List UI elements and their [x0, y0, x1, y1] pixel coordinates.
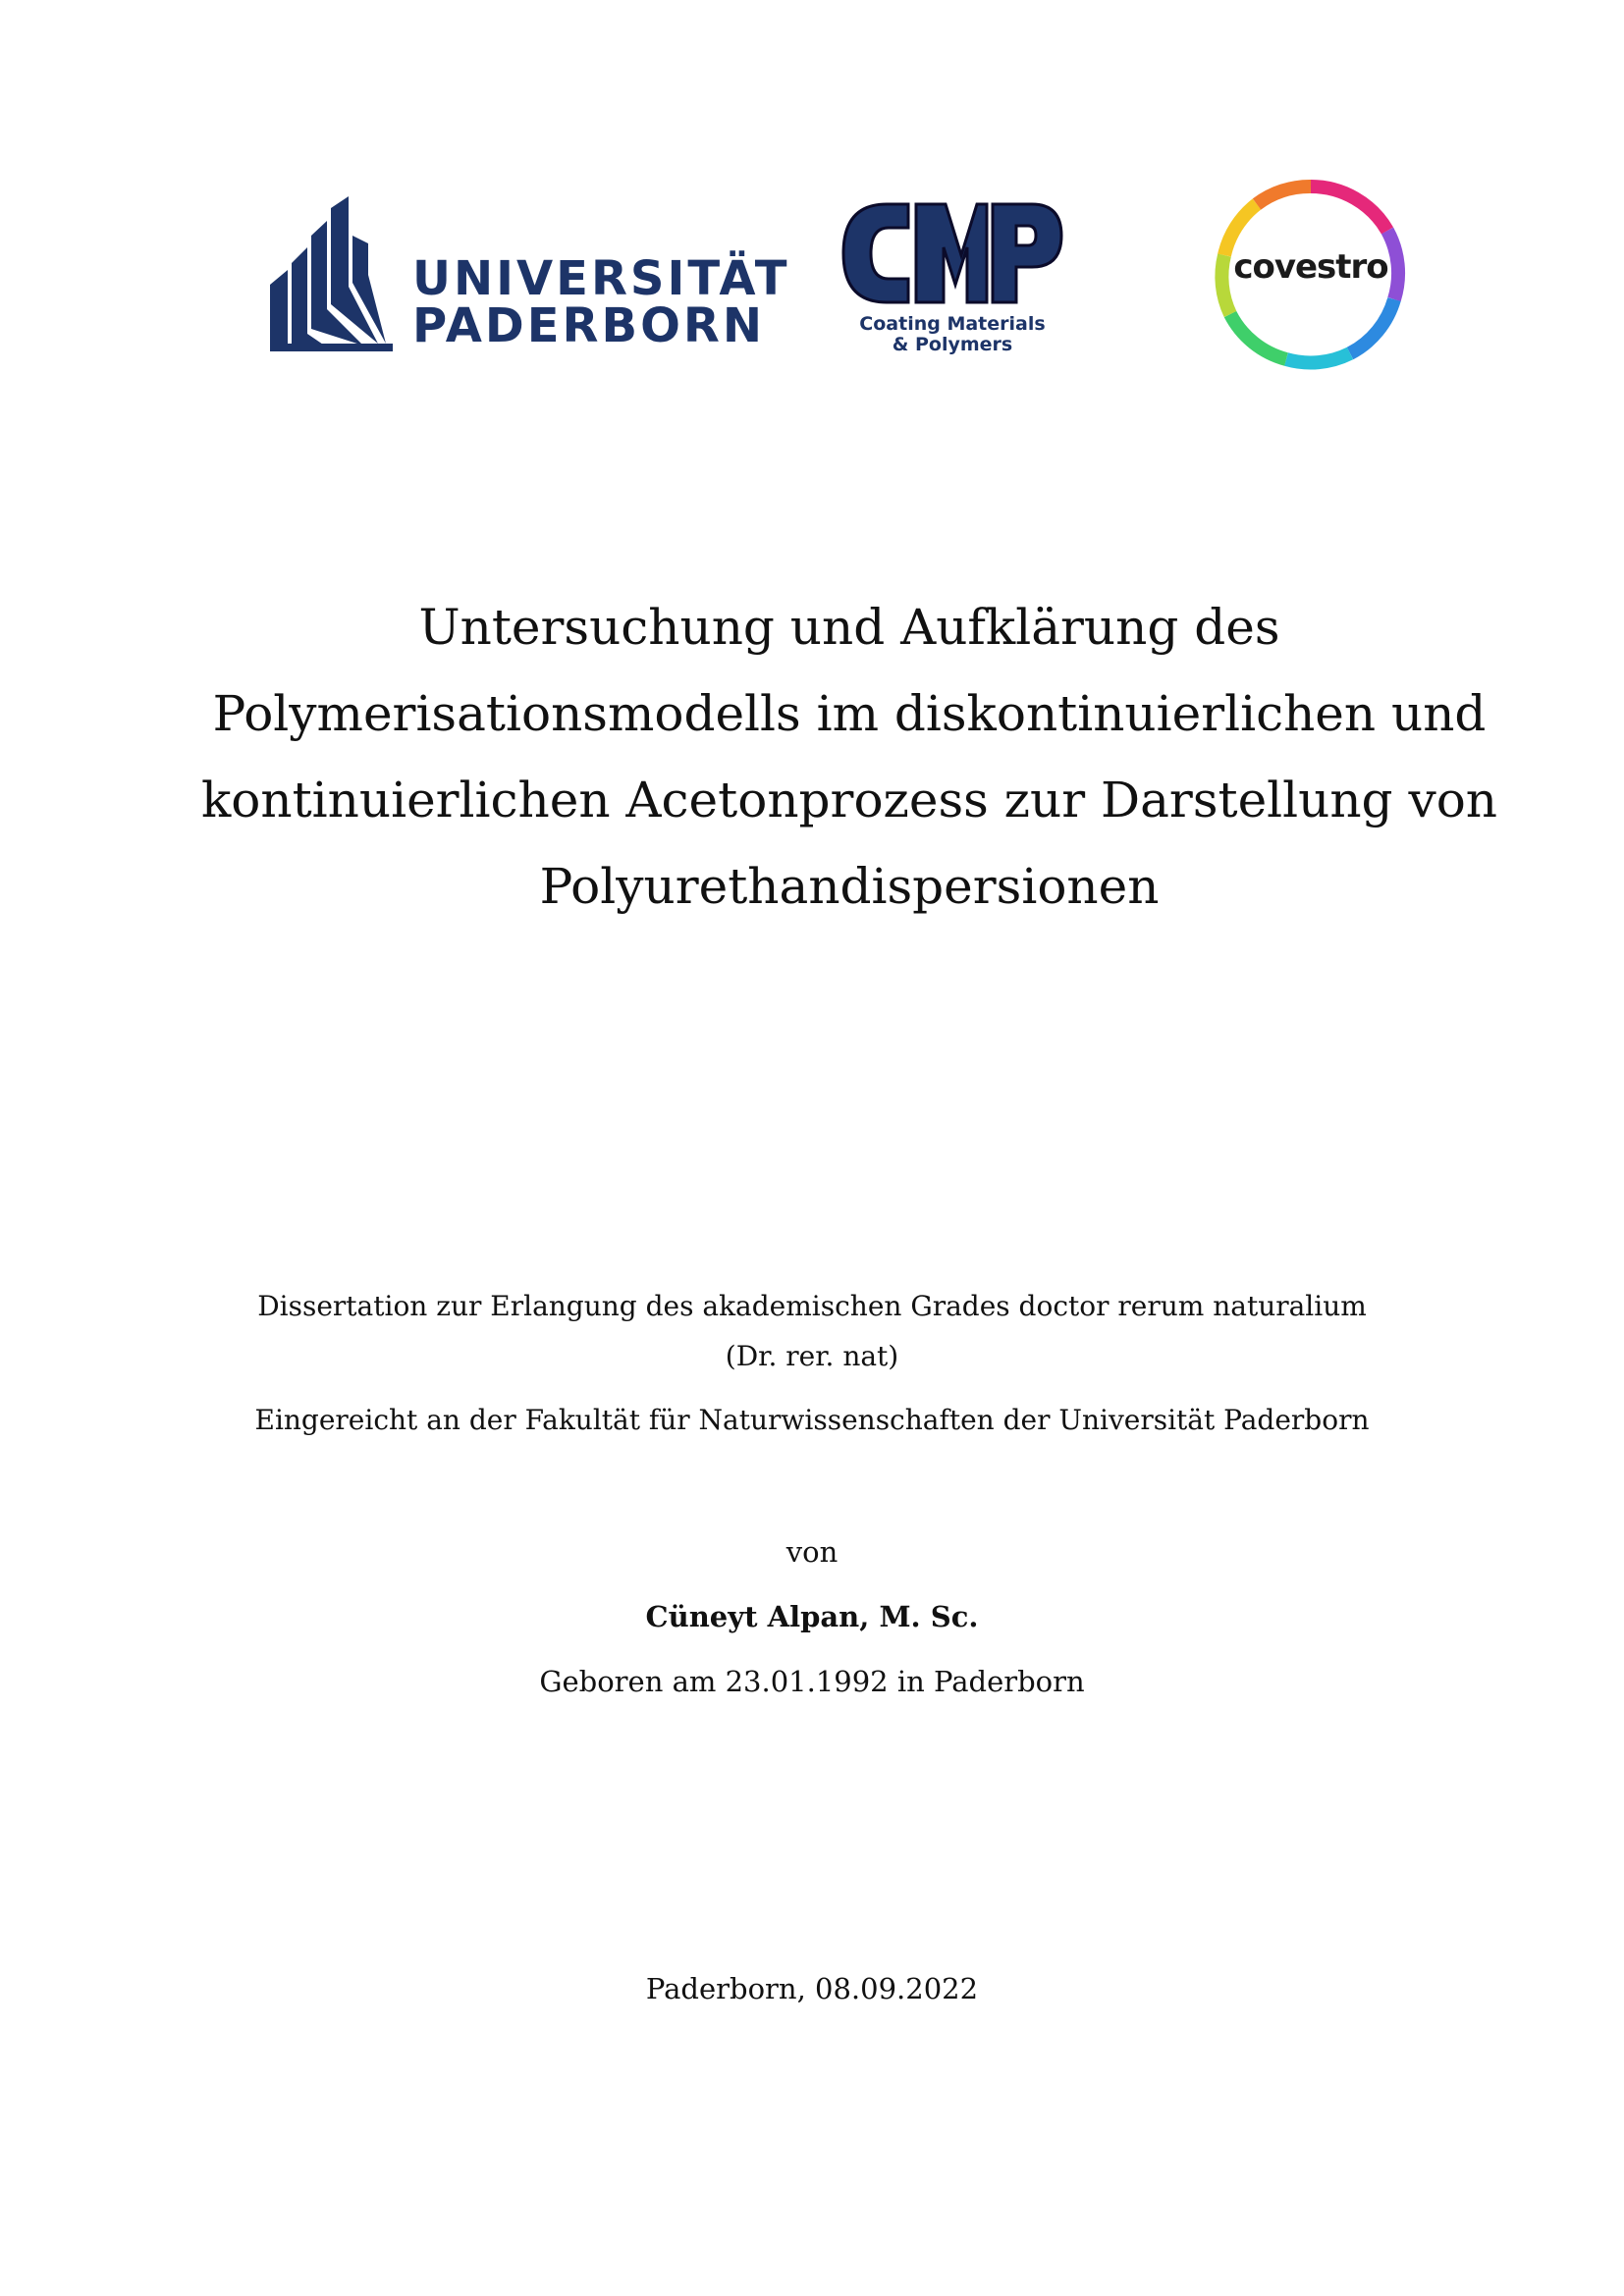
dissertation-statement: Dissertation zur Erlangung des akademischen Grades doctor rerum naturalium	[257, 1290, 1367, 1322]
title-line: Polymerisationsmodells im diskontinuierlichen und	[212, 685, 1487, 742]
cmp-logo	[839, 196, 1065, 363]
thesis-title	[196, 584, 1502, 930]
title-line: Polyurethandispersionen	[539, 858, 1160, 915]
cmp-mark-icon	[839, 196, 1065, 314]
degree-abbreviation: (Dr. rer. nat)	[725, 1340, 899, 1372]
paderborn-logo-line1: UNIVERSITÄT	[412, 251, 790, 306]
universitaet-paderborn-logo	[270, 196, 790, 353]
place-date: Paderborn, 08.09.2022	[645, 1972, 979, 2005]
covestro-logo	[1213, 177, 1409, 373]
von-label: von	[785, 1535, 839, 1569]
title-line: Untersuchung und Aufklärung des	[418, 599, 1280, 656]
birth-info: Geboren am 23.01.1992 in Paderborn	[539, 1665, 1085, 1698]
cmp-logo-subtitle-1: Coating Materials	[859, 313, 1046, 335]
paderborn-emblem-icon	[270, 196, 407, 353]
covestro-wordmark: covestro	[1233, 247, 1388, 287]
cmp-logo-subtitle-2: & Polymers	[892, 334, 1013, 355]
paderborn-logo-line2: PADERBORN	[412, 298, 766, 353]
title-line: kontinuierlichen Acetonprozess zur Darstellung von	[200, 772, 1498, 828]
author-name: Cüneyt Alpan, M. Sc.	[645, 1600, 979, 1633]
faculty-statement: Eingereicht an der Fakultät für Naturwissenschaften der Universität Paderborn	[254, 1404, 1370, 1436]
